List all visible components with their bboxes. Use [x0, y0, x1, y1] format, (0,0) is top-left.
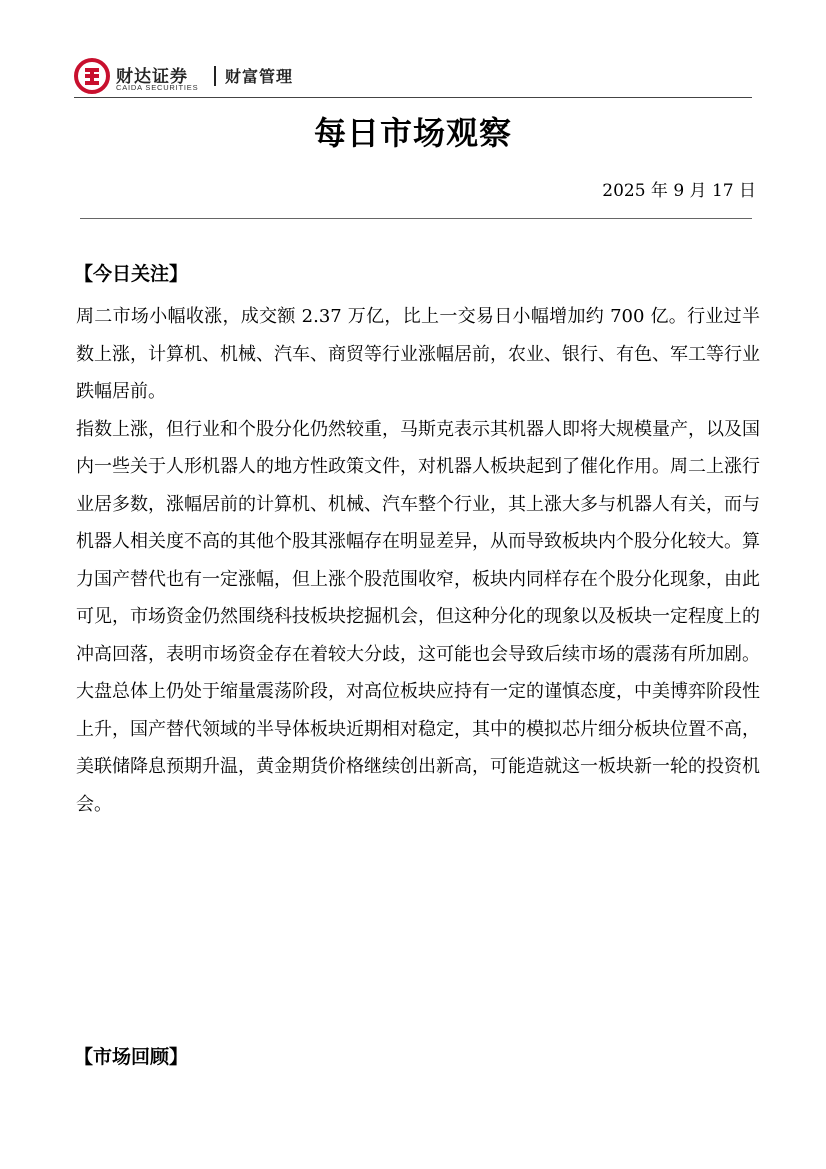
brand-name: 财达证券	[116, 67, 188, 86]
section-heading-market-review: 【市场回顾】	[74, 1047, 189, 1068]
paragraph: 指数上涨，但行业和个股分化仍然较重，马斯克表示其机器人即将大规模量产，以及国内一些关于人形机器人的地方性政策文件，对机器人板块起到了催化作用。周二上涨行业居多数，涨幅居前的计算机、机械、汽车整个行业，其上涨大多与机器人有关，而与机器人相关度不高的其他个股其涨幅存在明显差异，从而导致板块内个股分化较大。算力国产替代也有一定涨幅，但上涨个股范围收窄，板块内同样存在个股分化现象，由此可见，市场资金仍然围绕科技板块挖掘机会，但这种分化的现象以及板块一定程度上的冲高回落，表明市场资金存在着较大分歧，这可能也会导致后续市场的震荡有所加剧。	[76, 418, 760, 665]
brand-separator	[214, 66, 216, 86]
date-divider	[80, 218, 752, 219]
caida-logo-icon	[74, 58, 110, 94]
section-body-today-focus	[76, 298, 760, 823]
report-date: 2025 年 9 月 17 日	[602, 181, 756, 201]
paragraph: 周二市场小幅收涨，成交额 2.37 万亿，比上一交易日小幅增加约 700 亿。行业过半数上涨，计算机、机械、汽车、商贸等行业涨幅居前，农业、银行、有色、军工等行业跌幅居前。	[76, 306, 760, 402]
section-heading-today-focus: 【今日关注】	[74, 264, 189, 285]
brand-name-english: CAIDA SECURITIES	[116, 83, 199, 92]
brand-subtitle: 财富管理	[225, 69, 294, 86]
page-header	[74, 58, 752, 98]
header-divider	[74, 97, 752, 98]
page-title: 每日市场观察	[313, 114, 512, 152]
paragraph: 大盘总体上仍处于缩量震荡阶段，对高位板块应持有一定的谨慎态度，中美博弈阶段性上升，国产替代领域的半导体板块近期相对稳定，其中的模拟芯片细分板块位置不高，美联储降息预期升温，黄金期货价格继续创出新高，可能造就这一板块新一轮的投资机会。	[76, 681, 760, 815]
